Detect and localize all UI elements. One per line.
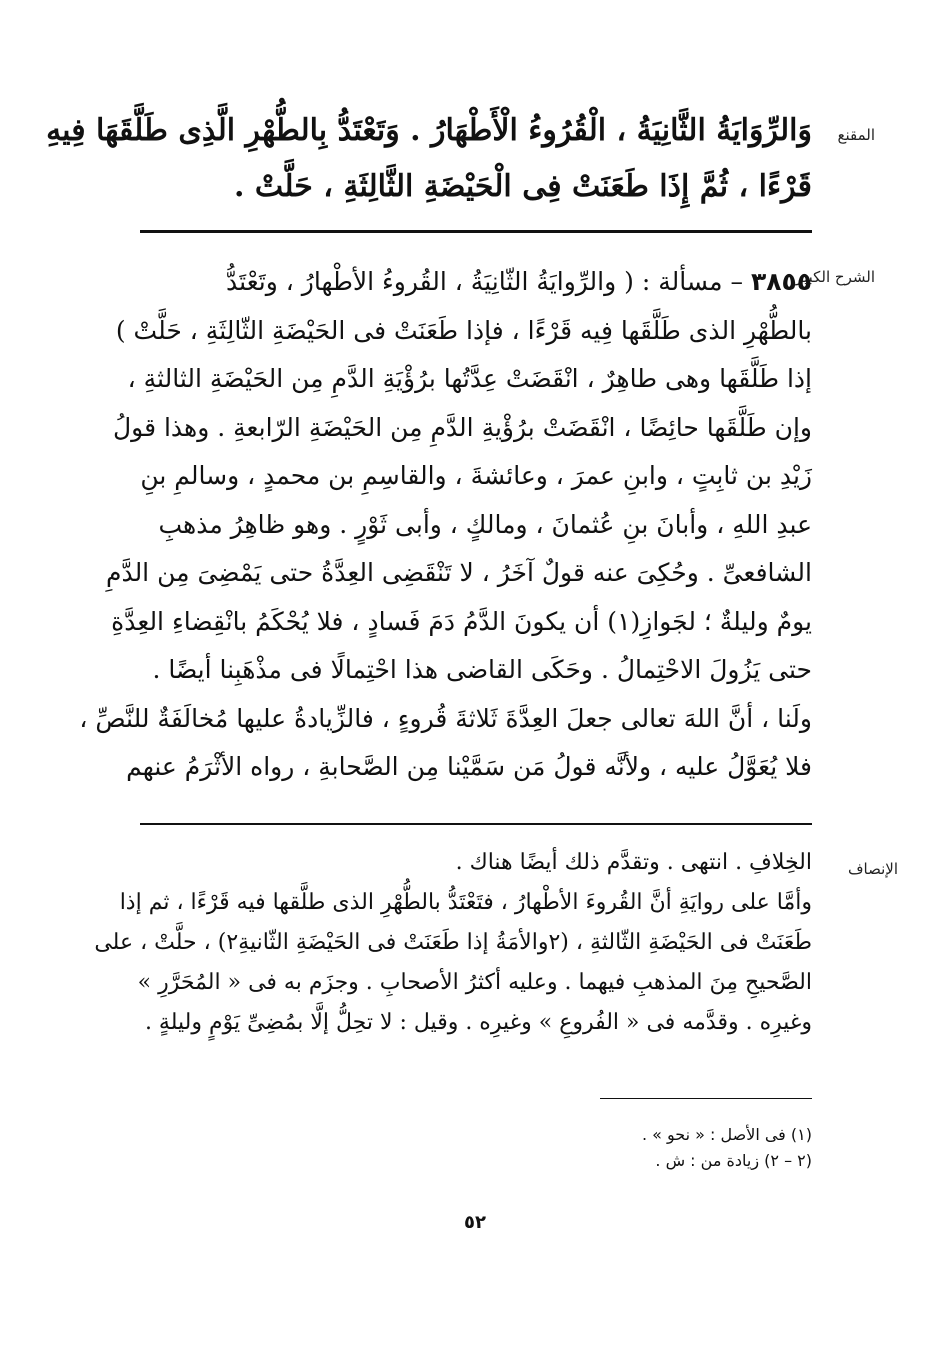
issue-number: ٣٨٥٥ [750,267,812,296]
sharh-line-4: وإن طَلَّقَها حائِضًا ، انْقَضَتْ برُؤْيةِ الدَّمِ مِن الحَيْضَةِ الرّابعةِ . وهذا قولُ [113,412,812,442]
sharh-divider [140,823,812,825]
insaf-line-4: الصَّحيحِ مِنَ المذهبِ فيهما . وعليه أكثرُ الأصحابِ . وجزَم به فى « المُحَرَّرِ » [137,970,812,995]
footnotes [500,1122,812,1174]
insaf-line-1: الخِلافِ . انتهى . وتقدَّم ذلك أيضًا هناك . [455,850,812,875]
label-insaf: الإنصاف [847,860,898,878]
sharh-line-8: يومٌ وليلةٌ ؛ لجَوازِ(١) أن يكونَ الدَّمُ دَمَ فَسادٍ ، فلا يُحْكَمُ بانْقِضاءِ العِدَّةِ [111,606,812,636]
sharh-text [79,258,812,792]
footnote-divider [600,1098,812,1099]
matn-divider [140,230,812,233]
sharh-line-9: حتى يَزُولَ الاحْتِمالُ . وحَكَى القاضى هذا احْتِمالًا فى مذْهَبِنا أيضًا . [152,655,812,684]
label-muqni: المقنع [837,126,875,144]
matn-line-2: قَرْءًا ، ثُمَّ إِذَا طَعَنَتْ فِى الْحَيْضَةِ الثَّالِثَةِ ، حَلَّتْ . [233,169,812,204]
page-number: ٥٢ [464,1212,486,1233]
sharh-line-10: ولَنا ، أنَّ اللهَ تعالى جعلَ العِدَّةَ ثَلاثةَ قُروءٍ ، فالزِّيادةُ عليها مُخالَفَةٌ للنَّصِّ ، [79,703,812,733]
insaf-line-3: طَعَنَتْ فى الحَيْضَةِ الثّالثةِ ، (٢والأمَةُ إذا طَعَنَتْ فى الحَيْضَةِ الثّانيةِ٢) ، حلَّتْ ، على [94,930,812,955]
insaf-line-2: وأمَّا على روايَةِ أنَّ القُروءَ الأطْهارُ ، فتَعْتَدُّ بالطُّهْرِ الذى طلَّقها فيه قَرْءًا ، ثم إذا [119,890,812,915]
matn-text [46,103,812,215]
sharh-line-11: فلا يُعَوَّلُ عليه ، ولأنَّه قولُ مَن سَمَّيْنا مِن الصَّحابةِ ، رواه الأثْرَمُ عنهم [126,752,812,781]
footnote-1: (١) فى الأصل : « نحو » . [641,1125,812,1144]
insaf-text [94,843,812,1043]
matn-line-1: وَالرِّوَايَةُ الثَّانِيَةُ ، الْقُرُوءُ الْأَطْهَارُ . وَتَعْتَدُّ بِالطُّهْرِ الَّذِى طَلَّقَهَا فِيهِ [46,113,812,148]
sharh-line-1-text: – مسألة : ( والرِّوايَةُ الثّانِيَةُ ، القُروءُ الأطْهارُ ، وتَعْتَدُّ [226,267,743,296]
sharh-line-1 [140,258,812,307]
sharh-line-7: الشافعىِّ . وحُكِىَ عنه قولٌ آخَرُ ، لا تَنْقَضِى العِدَّةُ حتى يَمْضِىَ مِن الدَّمِ [105,558,812,587]
sharh-line-2: بالطُّهْرِ الذى طَلَّقَها فِيه قَرْءًا ، فإذا طَعَنَتْ فى الحَيْضَةِ الثّالِثَةِ ، حَلَّتْ ) [115,315,812,345]
sharh-line-6: عبدِ اللهِ ، وأبانَ بنِ عُثمانَ ، ومالكٍ ، وأبى ثَوْرٍ . وهو ظاهِرُ مذهبِ [158,509,812,539]
label-sharh: الشرح الكبير [795,268,875,286]
sharh-line-5: زَيْدِ بن ثابِتٍ ، وابنِ عمرَ ، وعائشةَ ، والقاسِمِ بن محمدٍ ، وسالمِ بنِ [140,461,812,490]
insaf-line-5: وغيرِه . وقدَّمه فى « الفُروعِ » وغيرِه . وقيل : لا تحِلُّ إلَّا بمُضِىِّ يَوْمٍ وليلةٍ . [144,1010,812,1035]
footnote-2: (٢ – ٢) زيادة من : ش . [655,1151,812,1170]
sharh-line-3: إذا طَلَّقَها وهى طاهِرٌ ، انْقَضَتْ عِدَّتُها برُؤْيَةِ الدَّمِ مِن الحَيْضَةِ الثالثةِ ، [127,364,812,393]
